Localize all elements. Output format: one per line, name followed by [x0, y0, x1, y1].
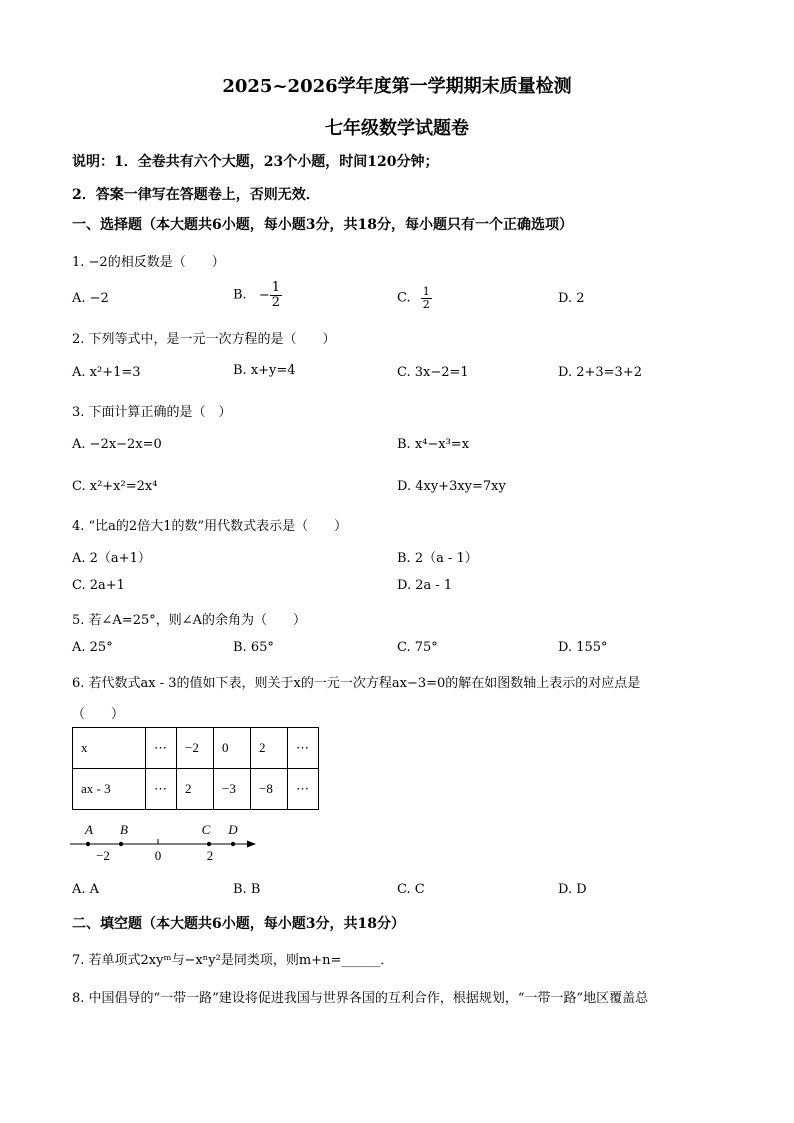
question-3-option-c: C. x²+x²=2x⁴	[72, 479, 158, 494]
tick-label-0: 0	[154, 848, 162, 863]
question-6-stem-cont: （ ）	[72, 707, 125, 722]
question-6-option-a: A. A	[72, 882, 100, 897]
option-b-label: B.	[233, 287, 247, 303]
question-6-option-c: C. C	[397, 882, 425, 897]
fraction-denominator: 2	[271, 294, 281, 310]
minus-sign: −	[258, 287, 270, 303]
table-cell: x	[73, 728, 146, 769]
question-1-option-c	[397, 286, 432, 310]
question-4-option-b: B. 2（a - 1）	[397, 551, 478, 566]
number-line-arrow	[247, 841, 256, 848]
question-6-option-d: D. D	[558, 882, 587, 897]
value-table	[72, 727, 319, 810]
exam-subtitle: 七年级数学试题卷	[325, 118, 469, 139]
fraction-one-half	[270, 281, 282, 309]
question-4-stem: 4. “比a的2倍大1的数”用代数式表示是（ ）	[72, 519, 348, 534]
question-7-stem: 7. 若单项式2xyᵐ与−xⁿy²是同类项，则m+n=______．	[72, 953, 394, 968]
fraction-denominator: 2	[422, 297, 430, 311]
question-6-option-b: B. B	[233, 882, 261, 897]
question-5-option-b: B. 65°	[233, 640, 274, 655]
instructions-line-2: 2．答案一律写在答题卷上，否则无效．	[72, 187, 320, 203]
table-cell: −3	[214, 769, 251, 810]
question-3-stem: 3. 下面计算正确的是（ ）	[72, 405, 232, 420]
question-2-stem: 2. 下列等式中，是一元一次方程的是（ ）	[72, 332, 336, 347]
point-label-b: B	[120, 822, 128, 837]
section-heading-fill-blank: 二、填空题（本大题共6小题，每小题3分，共18分）	[72, 916, 405, 932]
exam-title: 2025~2026学年度第一学期期末质量检测	[222, 76, 572, 97]
point-label-d: D	[228, 822, 238, 837]
question-2-option-c: C. 3x−2=1	[397, 365, 469, 380]
point-d-dot	[231, 842, 235, 846]
table-cell: ⋯	[146, 728, 177, 769]
table-cell: ax - 3	[73, 769, 146, 810]
question-5-stem: 5. 若∠A=25°，则∠A的余角为（ ）	[72, 613, 307, 628]
question-3-option-b: B. x⁴−x³=x	[397, 437, 470, 452]
question-4-option-a: A. 2（a+1）	[72, 551, 151, 566]
point-a-dot	[86, 842, 90, 846]
question-5-option-a: A. 25°	[72, 640, 113, 655]
table-cell: 2	[251, 728, 288, 769]
point-label-c: C	[201, 822, 211, 837]
tick-label-2: 2	[206, 848, 214, 863]
question-3-option-a: A. −2x−2x=0	[72, 437, 162, 452]
question-8-stem: 8. 中国倡导的“一带一路”建设将促进我国与世界各国的互利合作，根据规划，“一带一路”地区覆盖总	[72, 991, 649, 1006]
question-6-stem: 6. 若代数式ax - 3的值如下表，则关于x的一元一次方程ax−3=0的解在如图数轴上表示的对应点是	[72, 676, 641, 691]
question-5-option-d: D. 155°	[558, 640, 608, 655]
question-2-option-a: A. x²+1=3	[72, 365, 141, 380]
tick-label-neg2: −2	[96, 848, 110, 863]
table-row	[73, 728, 319, 769]
question-1-option-d: D. 2	[558, 291, 585, 306]
section-heading-choice: 一、选择题（本大题共6小题，每小题3分，共18分，每小题只有一个正确选项）	[72, 217, 573, 233]
table-cell: ⋯	[288, 769, 319, 810]
table-cell: −8	[251, 769, 288, 810]
question-3-option-d: D. 4xy+3xy=7xy	[397, 479, 506, 494]
number-line	[66, 818, 266, 864]
table-cell: ⋯	[288, 728, 319, 769]
table-row	[73, 769, 319, 810]
question-2-option-d: D. 2+3=3+2	[558, 365, 642, 380]
instructions-line-1: 说明：1．全卷共有六个大题，23个小题，时间120分钟；	[72, 154, 439, 170]
question-4-option-d: D. 2a - 1	[397, 578, 453, 593]
question-1-stem: 1. −2的相反数是（ ）	[72, 255, 225, 270]
point-label-a: A	[85, 822, 93, 837]
question-4-option-c: C. 2a+1	[72, 578, 125, 593]
question-5-option-c: C. 75°	[397, 640, 438, 655]
fraction-one-half-small	[421, 286, 432, 310]
question-1-option-a: A. −2	[72, 291, 109, 306]
point-b-dot	[119, 842, 123, 846]
table-cell: 0	[214, 728, 251, 769]
point-c-dot	[207, 842, 211, 846]
question-1-option-b	[233, 281, 282, 309]
table-cell: −2	[177, 728, 214, 769]
table-cell: ⋯	[146, 769, 177, 810]
question-2-option-b: B. x+y=4	[233, 363, 296, 378]
fraction-numerator: 1	[271, 280, 281, 295]
fraction-numerator: 1	[422, 285, 430, 298]
table-cell: 2	[177, 769, 214, 810]
option-c-label: C.	[397, 290, 411, 306]
